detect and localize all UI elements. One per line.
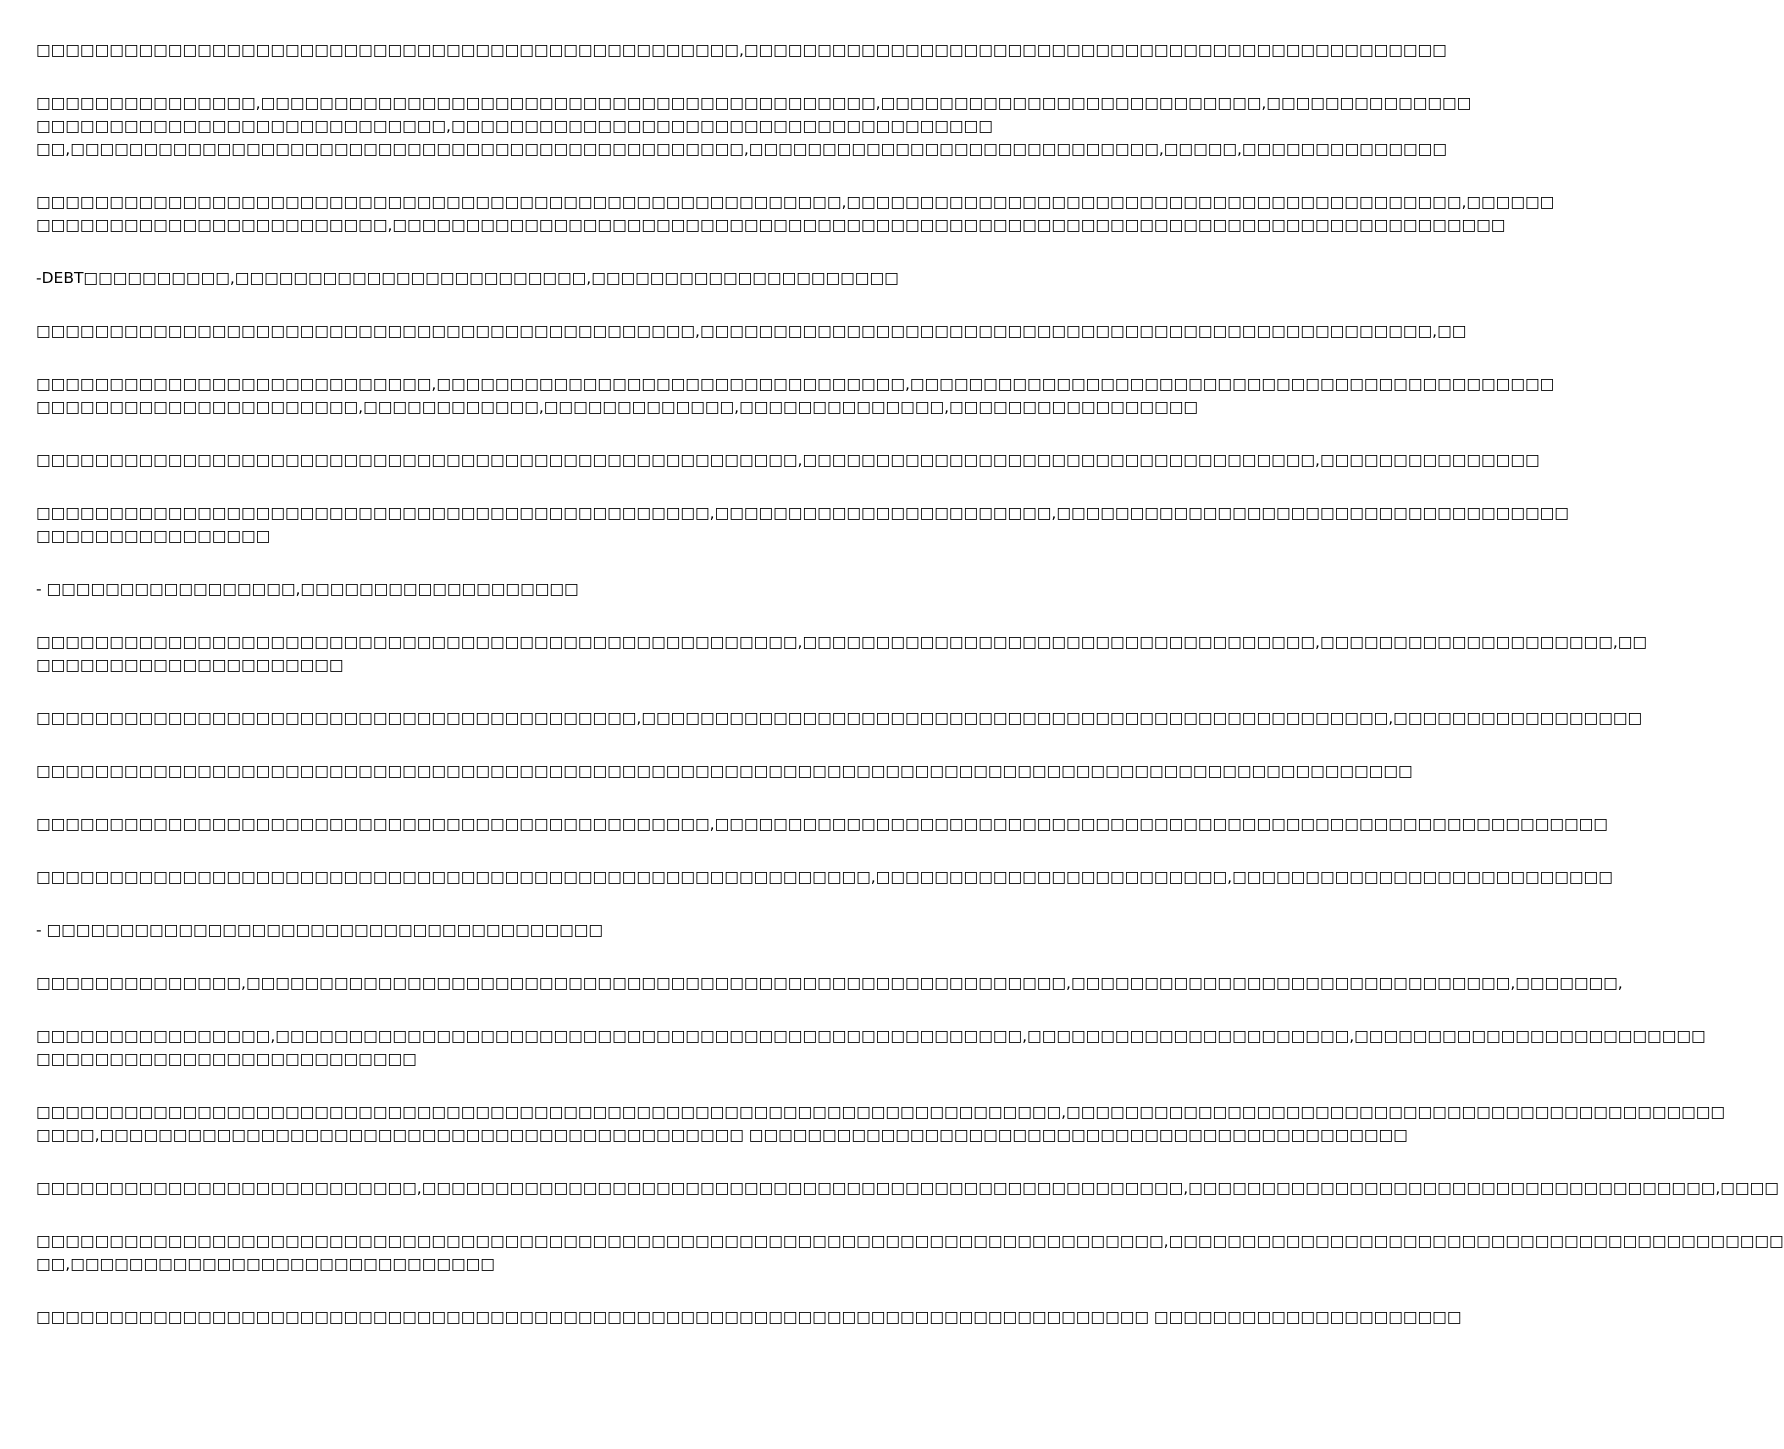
paragraph-4: -DEBT□□□□□□□□□□,□□□□□□□□□□□□□□□□□□□□□□□□,□□□□□□□□□□□□□□□□□□□□□ <box>36 269 899 287</box>
paragraph-7: □□□□□□□□□□□□□□□□□□□□□□□□□□□□□□□□□□□□□□□□□□□□□□□□□□□□,□□□□□□□□□□□□□□□□□□□□□□□□□□□□□□□□□□□,□□□□□□□□□□□□□□□ <box>36 451 1540 469</box>
paragraph-19: □□□□□□□□□□□□□□□□□□□□□□□□□□,□□□□□□□□□□□□□□□□□□□□□□□□□□□□□□□□□□□□□□□□□□□□□□□□□□□□,□□□□□□□□□□□□□□□□□□□□□□□□□□□□□□□□□□□□,□□□□ <box>36 1179 1779 1197</box>
paragraph-16: □□□□□□□□□□□□□□,□□□□□□□□□□□□□□□□□□□□□□□□□□□□□□□□□□□□□□□□□□□□□□□□□□□□□□□□,□□□□□□□□□□□□□□□□□□□□□□□□□□□□□□,□□□□□□□, <box>36 974 1623 992</box>
paragraph-1: □□□□□□□□□□□□□□□□□□□□□□□□□□□□□□□□□□□□□□□□□□□□□□□□,□□□□□□□□□□□□□□□□□□□□□□□□□□□□□□□□□□□□□□□□□□□□□□□□ <box>36 41 1447 59</box>
paragraph-6: □□□□□□□□□□□□□□□□□□□□□□□□□□□,□□□□□□□□□□□□□□□□□□□□□□□□□□□□□□□□,□□□□□□□□□□□□□□□□□□□□□□□□□□□□□□□□□□□□□□□□□□□□ □□□□□□□□□□□□□□□□□□□□□□,□□□□□□□□□□□□,□□□□□□□□□□□□□,□□□□□□□□□□□□□□,□□□□□□□□□□□□□□□□□ <box>36 375 1555 416</box>
paragraph-8: □□□□□□□□□□□□□□□□□□□□□□□□□□□□□□□□□□□□□□□□□□□□□□,□□□□□□□□□□□□□□□□□□□□□□□,□□□□□□□□□□□□□□□□□□□□□□□□□□□□□□□□□□□ □□□□□□□□□□□□□□□□ <box>36 504 1569 545</box>
paragraph-20: □□□□□□□□□□□□□□□□□□□□□□□□□□□□□□□□□□□□□□□□□□□□□□□□□□□□□□□□□□□□□□□□□□□□□□□□□□□□□,□□□□□□□□□□□□□□□□□□□□□□□□□□□□□□□□□□□□□□□□□□ □□,□□□□□□□□□□□□□□□□□□□□□□□□□□□□□ <box>36 1232 1784 1273</box>
paragraph-2: □□□□□□□□□□□□□□□,□□□□□□□□□□□□□□□□□□□□□□□□□□□□□□□□□□□□□□□□□□,□□□□□□□□□□□□□□□□□□□□□□□□□□,□□□□□□□□□□□□□□ □□□□□□□□□□□□□□□□□□□□□□□□□□□□,□□□□□□□□□□□□□□□□□□□□□□□□□□□□□□□□□□□□□ □□,□□□□□□□□□□□□□□□□□□□□□□□□□□□□□□□□□□□□□□□□□□□□□□,□□□□□□□□□□□□□□□□□□□□□□□□□□□□,□□□□□,□□□□□□□□□□□□□□ <box>36 94 1472 158</box>
paragraph-21: □□□□□□□□□□□□□□□□□□□□□□□□□□□□□□□□□□□□□□□□□□□□□□□□□□□□□□□□□□□□□□□□□□□□□□□□□□□□ □□□□□□□□□□□□□□□□□□□□□ <box>36 1308 1462 1326</box>
paragraph-15: - □□□□□□□□□□□□□□□□□□□□□□□□□□□□□□□□□□□□□□ <box>36 921 604 939</box>
document-page <box>36 39 1784 1359</box>
paragraph-3: □□□□□□□□□□□□□□□□□□□□□□□□□□□□□□□□□□□□□□□□□□□□□□□□□□□□□□□,□□□□□□□□□□□□□□□□□□□□□□□□□□□□□□□□□□□□□□□□□□,□□□□□□ □□□□□□□□□□□□□□□□□□□□□□□□,□□□□□□□□□□□□□□□□□□□□□□□□□□□□□□□□□□□□□□□□□□□□□□□□□□□□□□□□□□□□□□□□□□□□□□□□□□□□ <box>36 193 1555 234</box>
paragraph-12: □□□□□□□□□□□□□□□□□□□□□□□□□□□□□□□□□□□□□□□□□□□□□□□□□□□□□□□□□□□□□□□□□□□□□□□□□□□□□□□□□□□□□□□□□□□□□□ <box>36 762 1413 780</box>
paragraph-13: □□□□□□□□□□□□□□□□□□□□□□□□□□□□□□□□□□□□□□□□□□□□□□,□□□□□□□□□□□□□□□□□□□□□□□□□□□□□□□□□□□□□□□□□□□□□□□□□□□□□□□□□□□□□ <box>36 815 1608 833</box>
paragraph-9: - □□□□□□□□□□□□□□□□□,□□□□□□□□□□□□□□□□□□□ <box>36 580 579 598</box>
paragraph-5: □□□□□□□□□□□□□□□□□□□□□□□□□□□□□□□□□□□□□□□□□□□□□,□□□□□□□□□□□□□□□□□□□□□□□□□□□□□□□□□□□□□□□□□□□□□□□□□□,□□ <box>36 322 1467 340</box>
paragraph-14: □□□□□□□□□□□□□□□□□□□□□□□□□□□□□□□□□□□□□□□□□□□□□□□□□□□□□□□□□,□□□□□□□□□□□□□□□□□□□□□□□□,□□□□□□□□□□□□□□□□□□□□□□□□□□ <box>36 868 1613 886</box>
paragraph-17: □□□□□□□□□□□□□□□□,□□□□□□□□□□□□□□□□□□□□□□□□□□□□□□□□□□□□□□□□□□□□□□□□□□□,□□□□□□□□□□□□□□□□□□□□□□,□□□□□□□□□□□□□□□□□□□□□□□□ □□□□□□□□□□□□□□□□□□□□□□□□□□ <box>36 1027 1706 1068</box>
paragraph-11: □□□□□□□□□□□□□□□□□□□□□□□□□□□□□□□□□□□□□□□□□,□□□□□□□□□□□□□□□□□□□□□□□□□□□□□□□□□□□□□□□□□□□□□□□□□□□,□□□□□□□□□□□□□□□□□ <box>36 709 1643 727</box>
paragraph-18: □□□□□□□□□□□□□□□□□□□□□□□□□□□□□□□□□□□□□□□□□□□□□□□□□□□□□□□□□□□□□□□□□□□□□□,□□□□□□□□□□□□□□□□□□□□□□□□□□□□□□□□□□□□□□□□□□□□□ □□□□,□□□□□□□□□□□□□□□□□□□□□□□□□□□□□□□□□□□□□□□□□□□□ □□□□□□□□□□□□□□□□□□□□□□□□□□□□□□□□□□□□□□□□□□□□□ <box>36 1103 1726 1144</box>
paragraph-10: □□□□□□□□□□□□□□□□□□□□□□□□□□□□□□□□□□□□□□□□□□□□□□□□□□□□,□□□□□□□□□□□□□□□□□□□□□□□□□□□□□□□□□□□,□□□□□□□□□□□□□□□□□□□□,□□ □□□□□□□□□□□□□□□□□□□□□ <box>36 633 1648 674</box>
